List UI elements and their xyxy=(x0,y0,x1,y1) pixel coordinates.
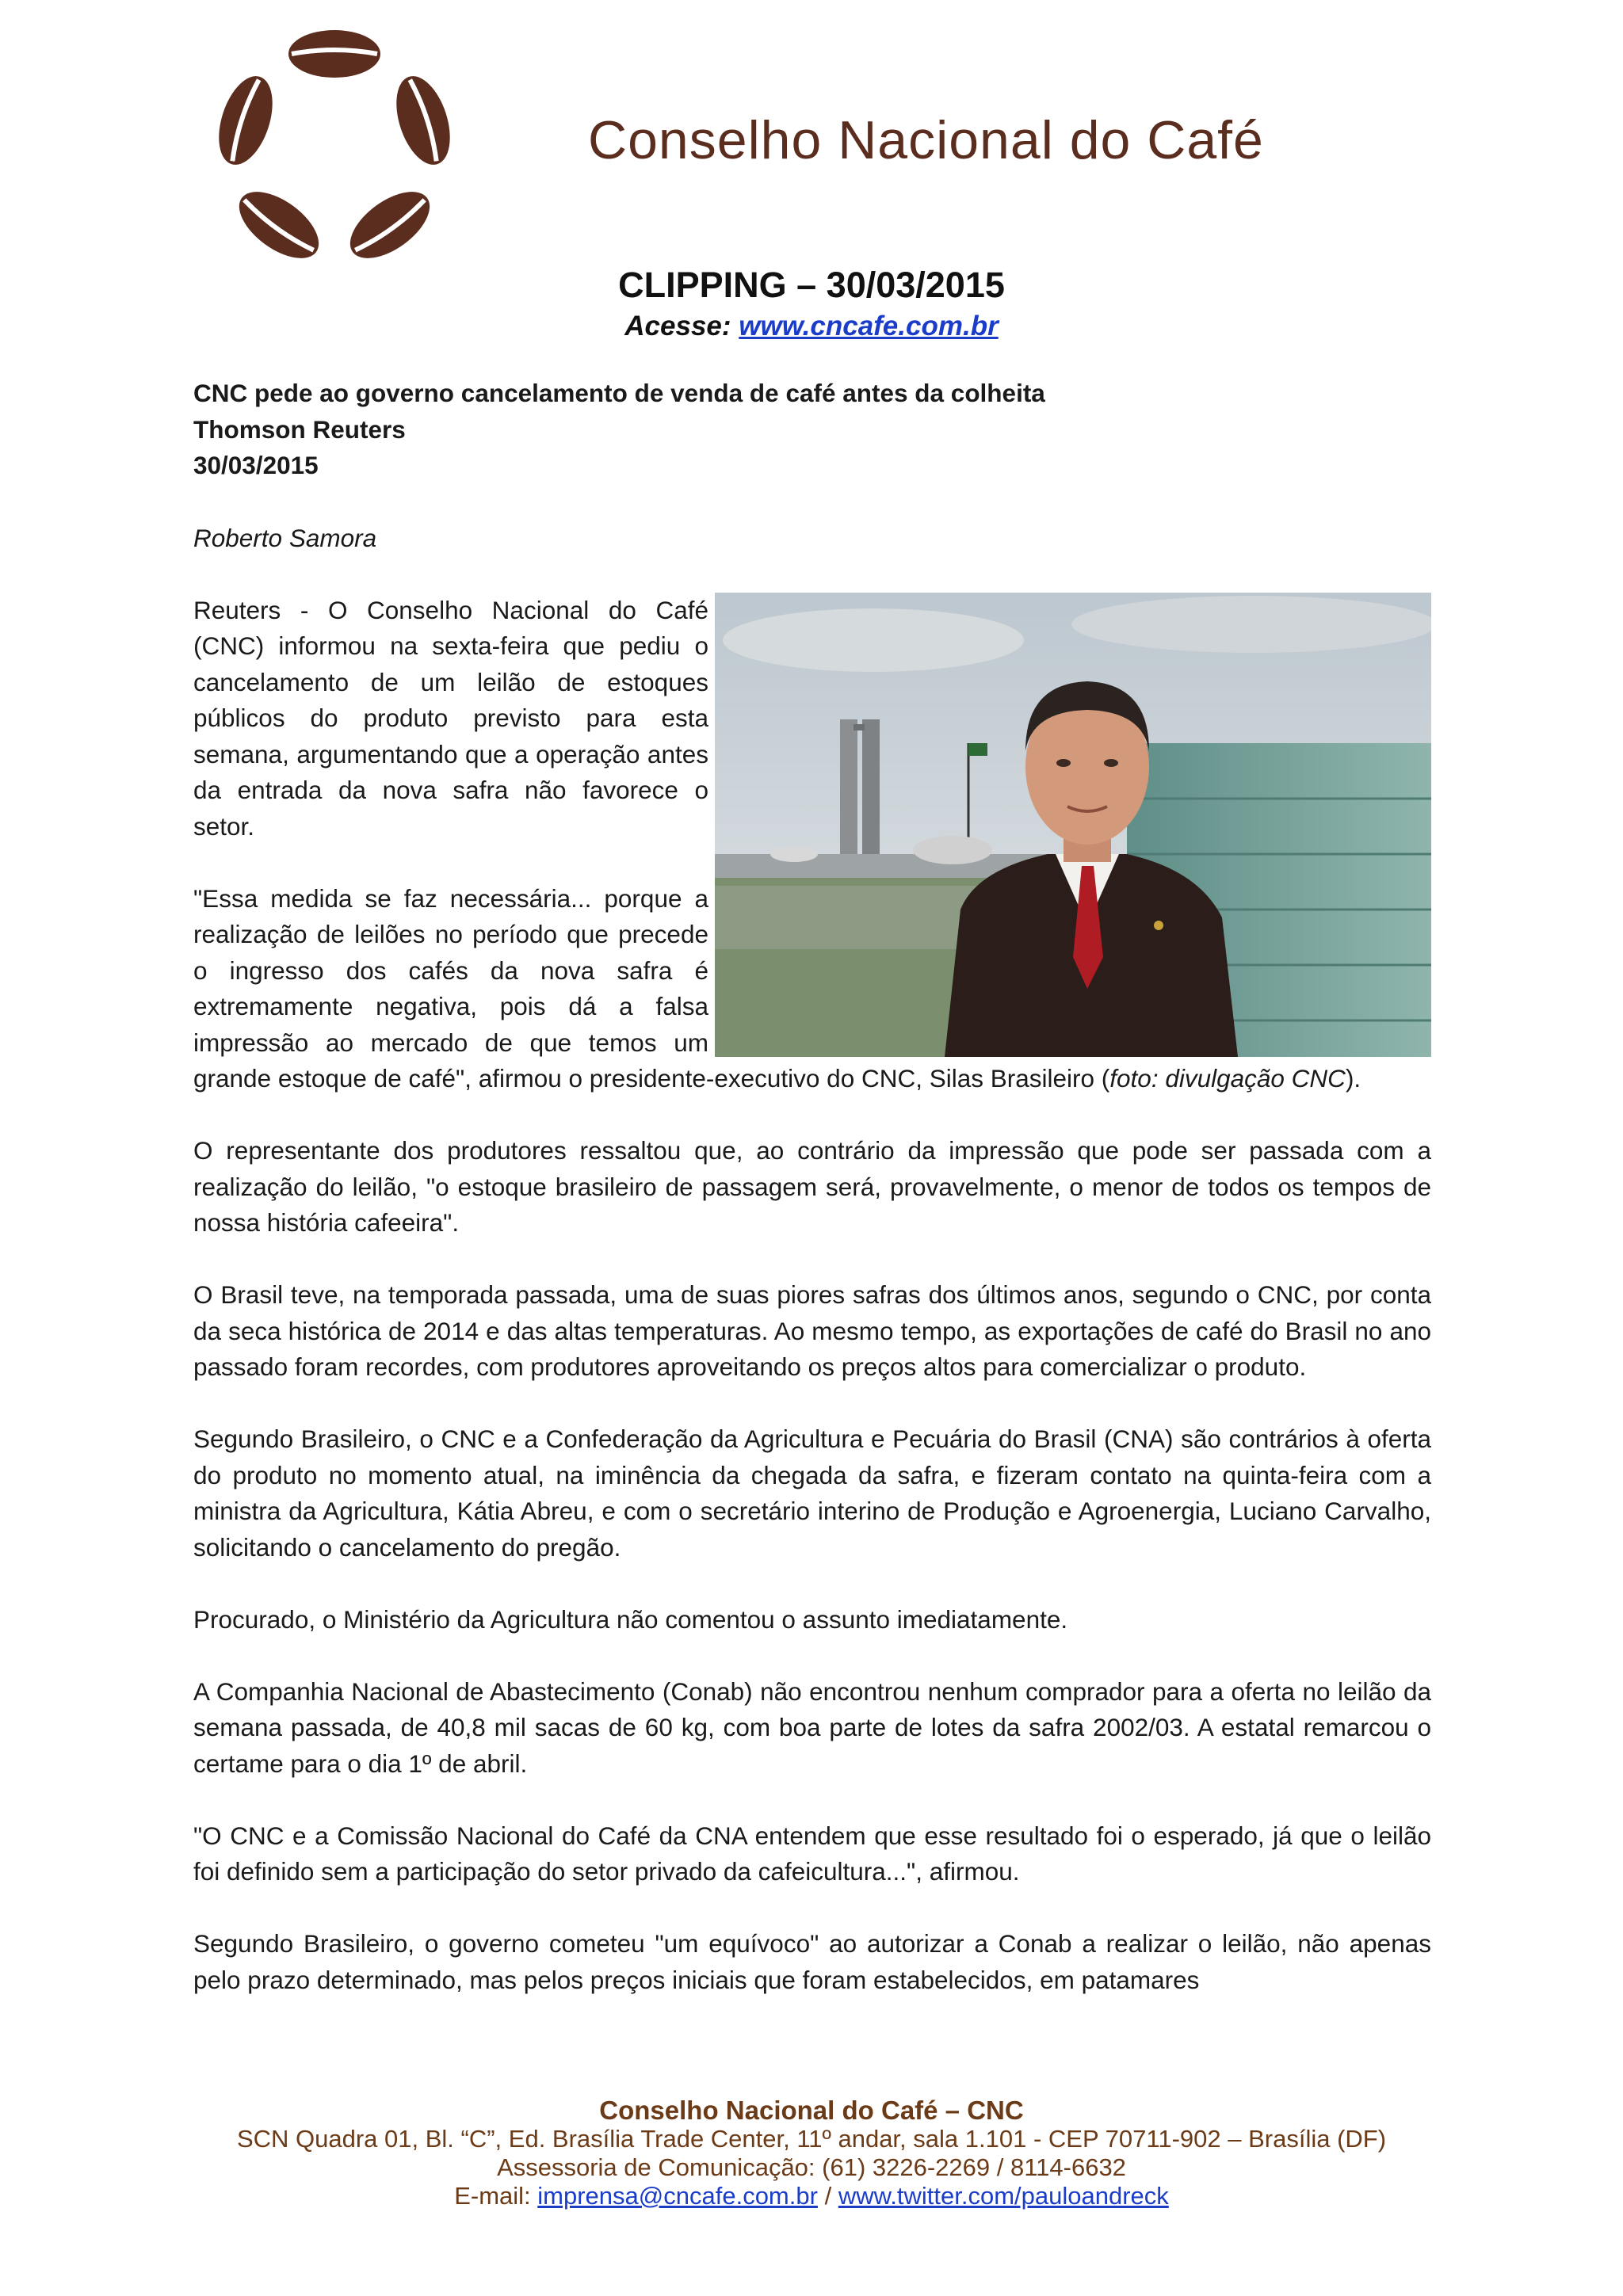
paragraph-9: Segundo Brasileiro, o governo cometeu "um equívoco" ao autorizar a Conab a realizar o leilão, não apenas pelo prazo determinado, mas pelos preços iniciais que foram estabelecidos, em patamares xyxy=(193,1929,1431,1994)
footer-address: SCN Quadra 01, Bl. “C”, Ed. Brasília Trade Center, 11º andar, sala 1.101 - CEP 70711-902 – Brasília (DF) xyxy=(236,2125,1387,2153)
paragraph-8: "O CNC e a Comissão Nacional do Café da CNA entendem que esse resultado foi o esperado, já que o leilão foi definido sem a participação do setor privado da cafeicultura...", afirmou. xyxy=(193,1821,1431,1886)
photo-credit: foto: divulgação CNC xyxy=(1109,1064,1346,1093)
paragraph-5: Segundo Brasileiro, o CNC e a Confederação da Agricultura e Pecuária do Brasil (CNA) são contrários à oferta do produto no momento atual, na iminência da chegada da safra, e fizeram contato na quinta-feira com a ministra da Agricultura, Kátia Abreu, e com o secretário interino de Produção e Agroenergia, Luciano Carvalho, solicitando o cancelamento do pregão. xyxy=(193,1425,1431,1562)
article-headline: CNC pede ao governo cancelamento de venda de café antes da colheita xyxy=(193,379,1045,407)
article xyxy=(193,376,1431,2035)
footer-email-label: E-mail: xyxy=(454,2182,531,2210)
paragraph-3: O representante dos produtores ressaltou que, ao contrário da impressão que pode ser passada com a realização do leilão, "o estoque brasileiro de passagem será, provavelmente, o menor de todos os tempos de nossa história cafeeira". xyxy=(193,1136,1431,1237)
article-author: Roberto Samora xyxy=(193,523,377,552)
paragraph-7: A Companhia Nacional de Abastecimento (Conab) não encontrou nenhum comprador para a oferta no leilão da semana passada, de 40,8 mil sacas de 60 kg, com boa parte de lotes da safra 2002/03. A estatal remarcou o certame para o dia 1º de abril. xyxy=(193,1676,1431,1778)
access-line xyxy=(0,311,1623,342)
photo-credit-close: ). xyxy=(1345,1064,1361,1093)
article-headline-block xyxy=(193,376,1431,484)
article-date: 30/03/2015 xyxy=(193,451,319,479)
article-source: Thomson Reuters xyxy=(193,414,406,444)
footer-phone: Assessoria de Comunicação: (61) 3226-2269 / 8114-6632 xyxy=(497,2153,1126,2181)
paragraph-2-text: "Essa medida se faz necessária... porque a realização de leilões no período que precede o ingresso dos cafés da nova safra é extremamente negativa, pois dá a falsa impressão ao mercado de que temos um grande estoque de café", afirmou o presidente-executivo do CNC, Silas Brasileiro ( xyxy=(193,883,1110,1093)
site-link[interactable]: www.cncafe.com.br xyxy=(739,311,999,341)
portrait-photo-icon xyxy=(715,593,1431,1057)
org-title: Conselho Nacional do Café xyxy=(588,110,1264,170)
cnc-logo-icon xyxy=(216,21,453,271)
footer-email-link[interactable]: imprensa@cncafe.com.br xyxy=(537,2182,818,2210)
access-label: Acesse: xyxy=(624,311,731,341)
paragraph-4: O Brasil teve, na temporada passada, uma de suas piores safras dos últimos anos, segundo o CNC, por conta da seca histórica de 2014 e das altas temperaturas. Ao mesmo tempo, as exportações de café do Brasil no ano passado foram recordes, com produtores aproveitando os preços altos para comercializar o produto. xyxy=(193,1280,1431,1381)
clipping-title: CLIPPING – 30/03/2015 xyxy=(618,265,1005,305)
article-photo xyxy=(715,593,1431,1057)
footer-contacts xyxy=(0,2182,1623,2210)
footer-title: Conselho Nacional do Café – CNC xyxy=(599,2096,1024,2125)
footer-separator: / xyxy=(824,2182,832,2210)
paragraph-6: Procurado, o Ministério da Agricultura não comentou o assunto imediatamente. xyxy=(193,1604,1068,1634)
paragraph-1: Reuters - O Conselho Nacional do Café (CNC) informou na sexta-feira que pediu o cancelamento de um leilão de estoques públicos do produto previsto para esta semana, argumentando que a operação antes da entrada da nova safra não favorece o setor. xyxy=(193,595,708,841)
footer xyxy=(0,2096,1623,2210)
footer-twitter-link[interactable]: www.twitter.com/pauloandreck xyxy=(838,2182,1169,2210)
